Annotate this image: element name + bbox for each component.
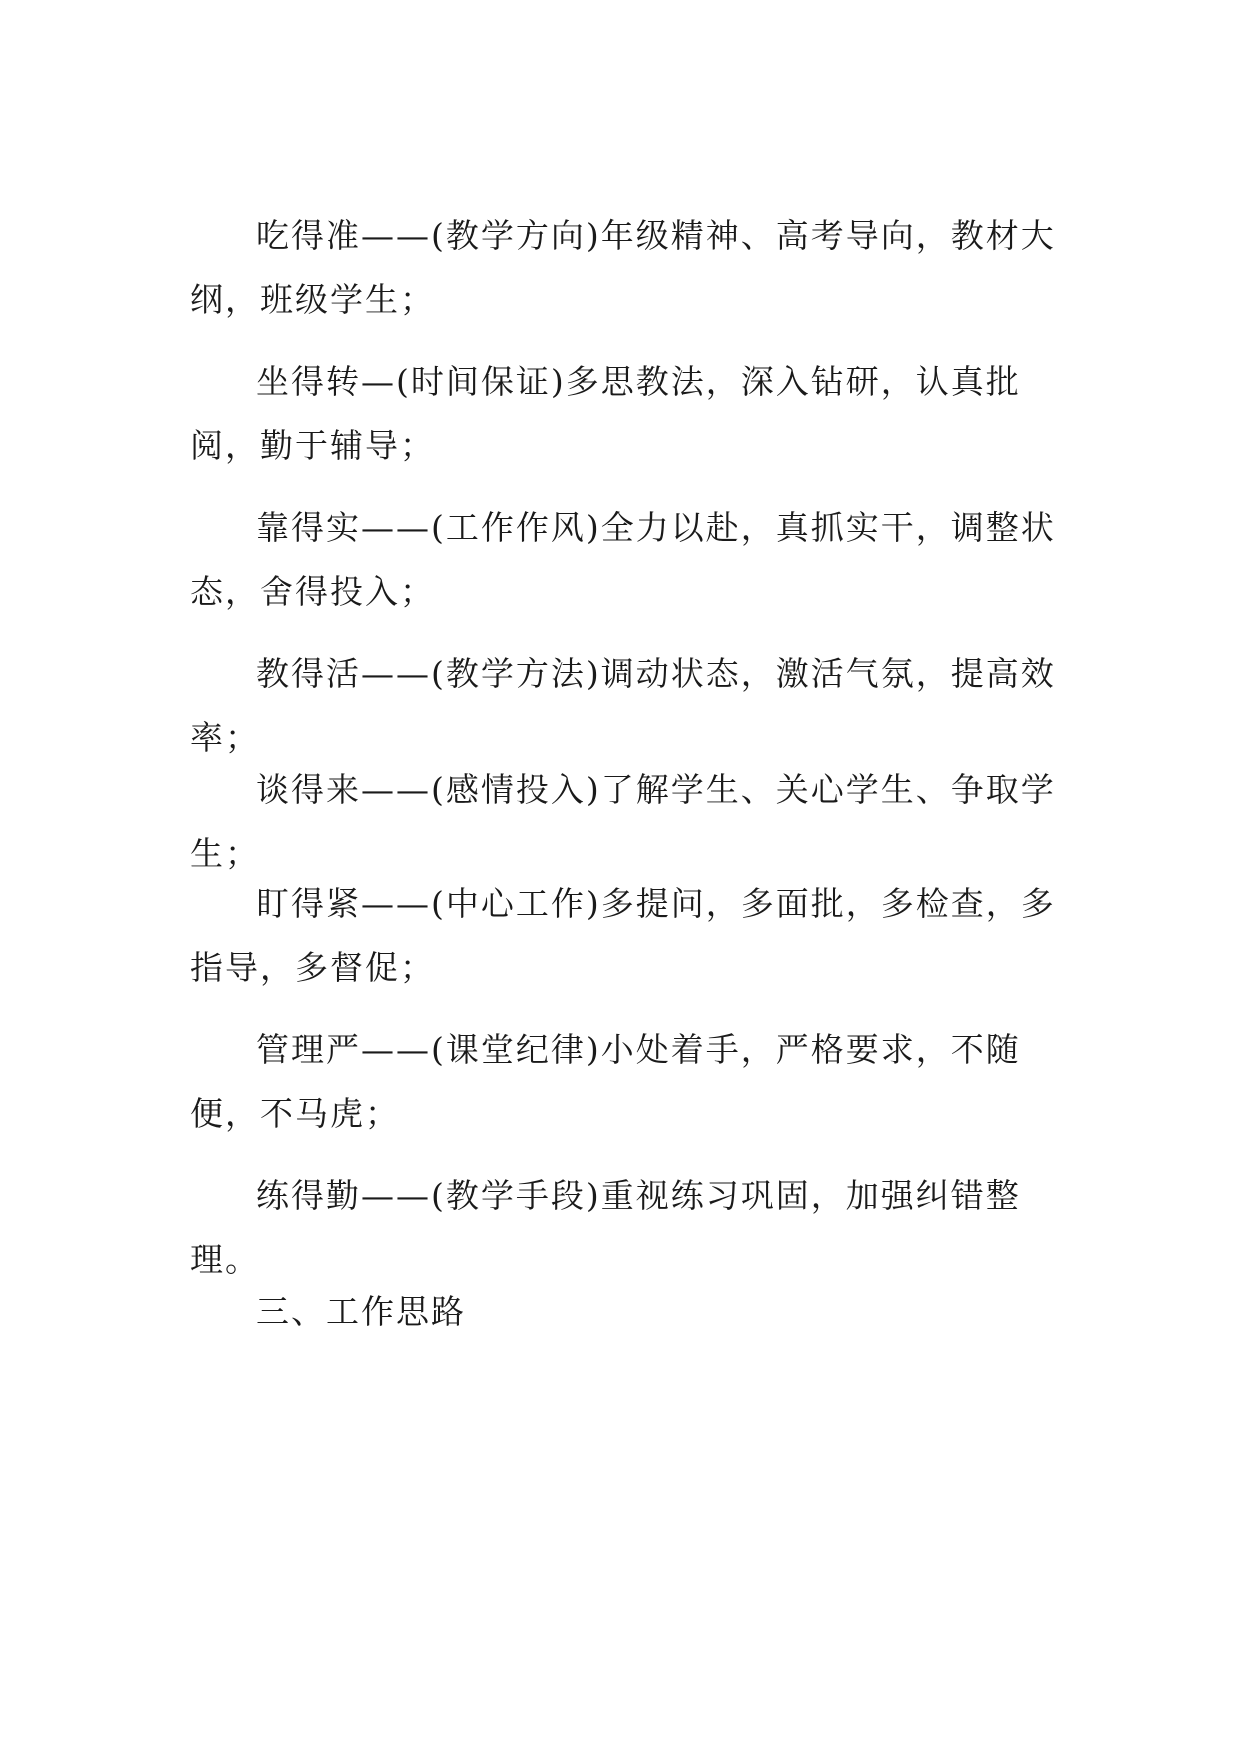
paragraph-liandeqin: 练得勤——(教学手段)重视练习巩固，加强纠错整理。 (190, 1176, 1021, 1279)
paragraph-tandelai: 谈得来——(感情投入)了解学生、关心学生、争取学生； (190, 770, 1056, 873)
paragraph-zuodezhuan: 坐得转—(时间保证)多思教法，深入钻研，认真批阅，勤于辅导； (190, 362, 1021, 465)
paragraph-dingdejin: 盯得紧——(中心工作)多提问，多面批，多检查，多指导，多督促； (190, 884, 1056, 987)
paragraph-jiaodehuo: 教得活——(教学方法)调动状态，激活气氛，提高效率； (190, 654, 1056, 757)
section-heading: 三、工作思路 (256, 1292, 466, 1331)
paragraph-guanliyan: 管理严——(课堂纪律)小处着手，严格要求，不随便，不马虎； (190, 1030, 1021, 1133)
paragraph-chidezhun: 吃得准——(教学方向)年级精神、高考导向，教材大纲，班级学生； (190, 216, 1056, 319)
paragraph-kaodeshi: 靠得实——(工作作风)全力以赴，真抓实干，调整状态，舍得投入； (190, 508, 1056, 611)
